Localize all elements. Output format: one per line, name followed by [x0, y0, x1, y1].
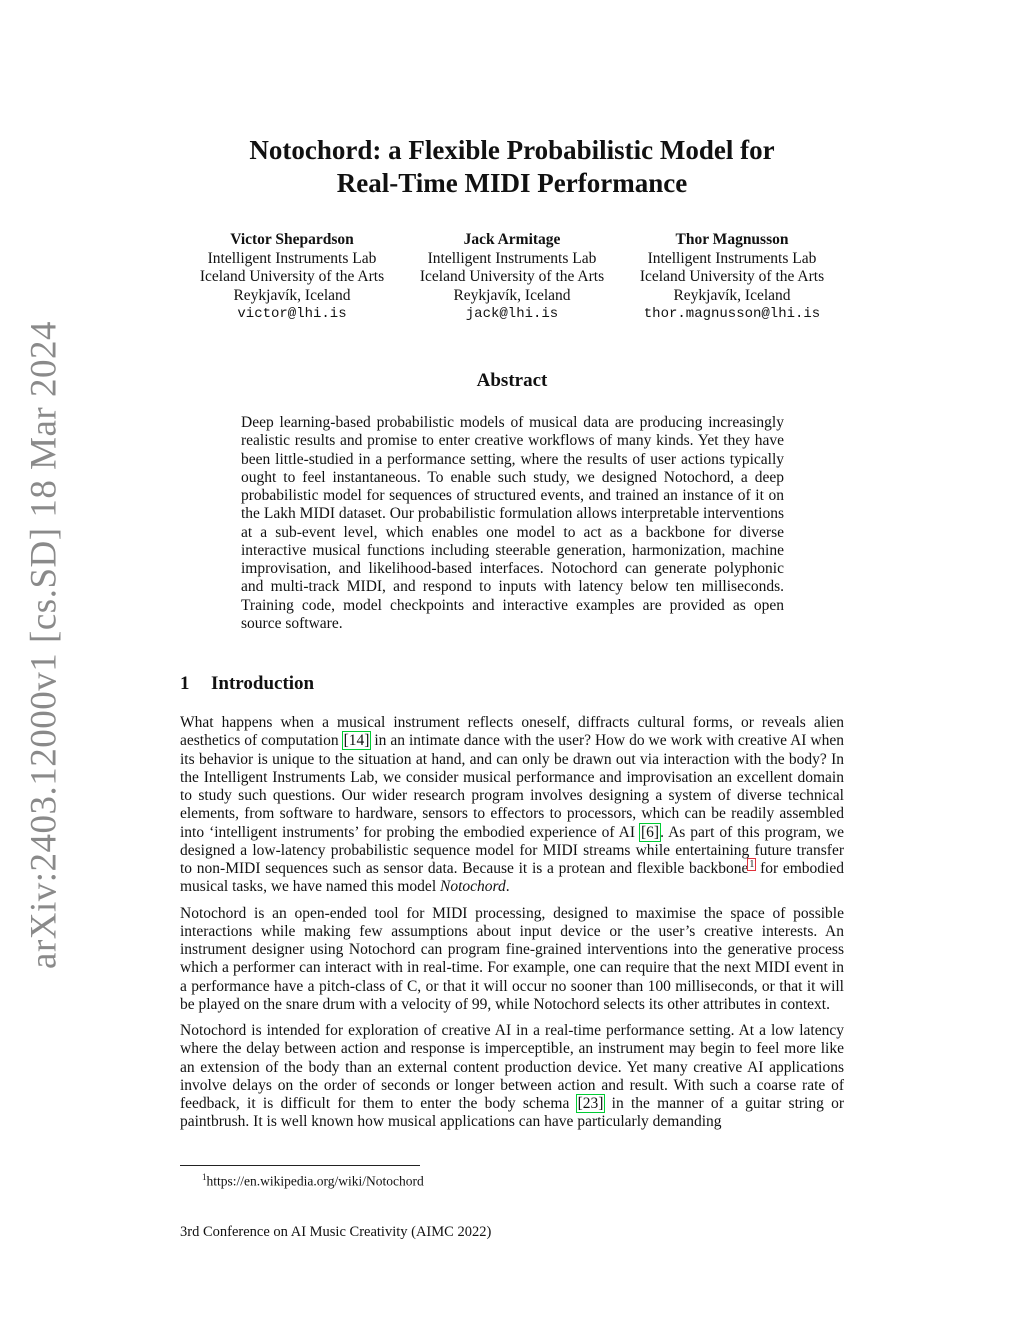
citation-link[interactable]: [14]: [343, 732, 370, 750]
text-run: in an intimate dance with the user? How do we work with creative AI when its behavior is unique to the situation at hand, and can only be drawn out via interaction with the body? In the Intelligent Instruments Lab, we consider musical performance and improvisation an excellent domain to study such questions. Our wider research program involves designing a system of diverse technical elements, from software to hardware, sensors to effectors to processors, which can be readily assembled into ‘intelligent instruments’ for probing the embodied experience of AI: [180, 732, 844, 841]
footnote-link[interactable]: 1: [749, 858, 755, 870]
paragraph-1: [180, 714, 844, 897]
citation-link[interactable]: [6]: [641, 823, 660, 841]
footnote-mark: 1: [202, 1172, 207, 1182]
section-title: Introduction: [211, 673, 315, 694]
title-line-2: Real-Time MIDI Performance: [336, 168, 688, 198]
body-text: [180, 714, 844, 1140]
author-email[interactable]: jack@lhi.is: [465, 306, 559, 323]
citation-link[interactable]: [23]: [577, 1095, 604, 1112]
venue-footer: 3rd Conference on AI Music Creativity (AIMC 2022): [180, 1224, 492, 1240]
author-institution: Iceland University of the Arts: [639, 268, 825, 286]
author-location: Reykjavík, Iceland: [233, 286, 351, 304]
text-run: . As part of this program, we designed a low-latency probabilistic sequence model for MIDI streams while entertaining future transfer to non-MIDI sequences such as sensor data. Because it is a protean and flexible backbone: [180, 823, 845, 877]
paragraph-2: Notochord is an open-ended tool for MIDI processing, designed to maximise the space of possible interactions while making few assumptions about input device or the user’s creative interests. An instrument designer using Notochord can program fine-grained interventions into the generative process which a performer can interact with in real-time. For example, one can require that the next MIDI event in a performance have a pitch-class of C, or that it will occur no sooner than 100 milliseconds, or that it will be played on the snare drum with a velocity of 99, while Notochord selects its other attributes in context.: [180, 904, 844, 1013]
author-affiliation: Intelligent Instruments Lab: [207, 249, 377, 267]
author-institution: Iceland University of the Arts: [419, 268, 605, 286]
text-run: Notochord is intended for exploration of creative AI in a real-time performance setting. At a low latency where the delay between action and response is imperceptible, an instrument may begin to feel more like an extension of the body than an external content production device. Yet many creative AI applications involve delays on the order of seconds or longer between action and result. With such a coarse rate of feedback, it is difficult for them to enter the body schema: [180, 1022, 844, 1112]
author-location: Reykjavík, Iceland: [453, 286, 571, 304]
section-heading: [180, 673, 314, 695]
author-block: [180, 231, 844, 326]
author-email[interactable]: victor@lhi.is: [237, 306, 347, 323]
abstract-heading: Abstract: [476, 370, 548, 391]
paragraph-3: [180, 1022, 844, 1132]
title-line-1: Notochord: a Flexible Probabilistic Model for: [249, 135, 775, 165]
footnote-url[interactable]: https://en.wikipedia.org/wiki/Notochord: [206, 1173, 424, 1189]
author-2: [402, 231, 622, 324]
author-name: Victor Shepardson: [230, 231, 354, 248]
author-affiliation: Intelligent Instruments Lab: [427, 249, 597, 267]
footnote-divider: [180, 1165, 420, 1166]
author-name: Jack Armitage: [463, 231, 561, 248]
abstract-text: Deep learning-based probabilistic models of musical data are producing increasingly realistic results and promise to enter creative workflows of many kinds. Yet they have been little-studied in a performance setting, where the results of user actions typically ought to feel instantaneous. To enable such study, we designed Notochord, a deep probabilistic model for sequences of structured events, and trained an instance of it on the Lakh MIDI dataset. Our probabilistic formulation allows interpretable interventions at a sub-event level, which enables one model to act as a backbone for diverse interactive musical functions including steerable generation, harmonization, machine improvisation, and likelihood-based interfaces. Notochord can generate polyphonic and multi-track MIDI, and respond to inputs with latency below ten milliseconds. Training code, model checkpoints and interactive examples are provided as open source software.: [241, 414, 784, 632]
text-run: What happens when a musical instrument reflects oneself, diffracts cultural forms, or reveals alien aesthetics of computation: [180, 714, 844, 750]
text-run: .: [505, 878, 510, 896]
author-3: [622, 231, 842, 324]
arxiv-stamp-text[interactable]: arXiv:2403.12000v1 [cs.SD] 18 Mar 2024: [23, 321, 65, 969]
paper-title: [180, 134, 844, 200]
section-number: 1: [180, 673, 190, 694]
author-email[interactable]: thor.magnusson@lhi.is: [643, 306, 821, 323]
footnote: [202, 1172, 424, 1190]
emphasis-text: Notochord: [440, 878, 506, 896]
author-affiliation: Intelligent Instruments Lab: [647, 249, 817, 267]
author-name: Thor Magnusson: [675, 231, 789, 248]
author-institution: Iceland University of the Arts: [199, 268, 385, 286]
author-1: [182, 231, 402, 324]
author-location: Reykjavík, Iceland: [673, 286, 791, 304]
text-run: for embodied musical tasks, we have named this model: [180, 860, 844, 896]
text-run: in the manner of a guitar string or paintbrush. It is well known how musical applications can have particularly demanding: [180, 1095, 844, 1131]
